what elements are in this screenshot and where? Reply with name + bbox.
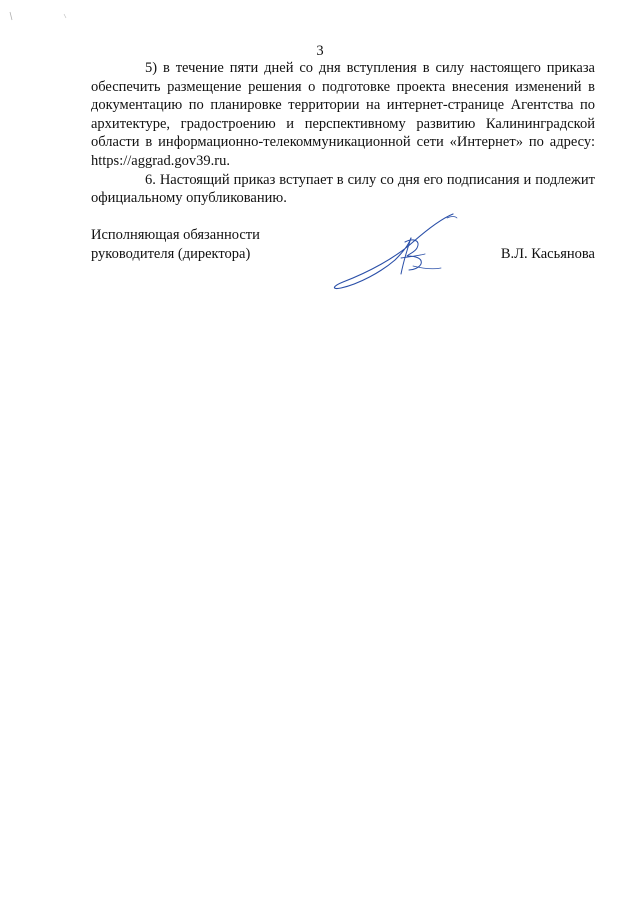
paragraph-item-5: 5) в течение пяти дней со дня вступления в силу настоящего приказа обеспечить размещение решения о подготовке проекта внесения изменений в документацию по планировке территории на интернет-странице Агентства по архитектуре, градостроению и перспективному развитию Калининградской области в информационно-телекоммуникационной сети «Интернет» по адресу: https://aggrad.gov39.ru. [91,60,595,169]
signer-title-line-1: Исполняющая обязанности [91,227,260,243]
signer-name: В.Л. Касьянова [500,245,595,262]
paragraph-item-6: 6. Настоящий приказ вступает в силу со дня его подписания и подлежит официальному опубликованию. [91,171,595,207]
scan-artifact-marks [6,8,76,24]
signer-title-line-2: руководителя (директора) [91,245,251,262]
handwritten-signature [329,208,469,296]
document-body [91,59,595,208]
signature-block [91,226,595,296]
page-number: 3 [316,43,324,59]
signer-title [91,226,260,263]
